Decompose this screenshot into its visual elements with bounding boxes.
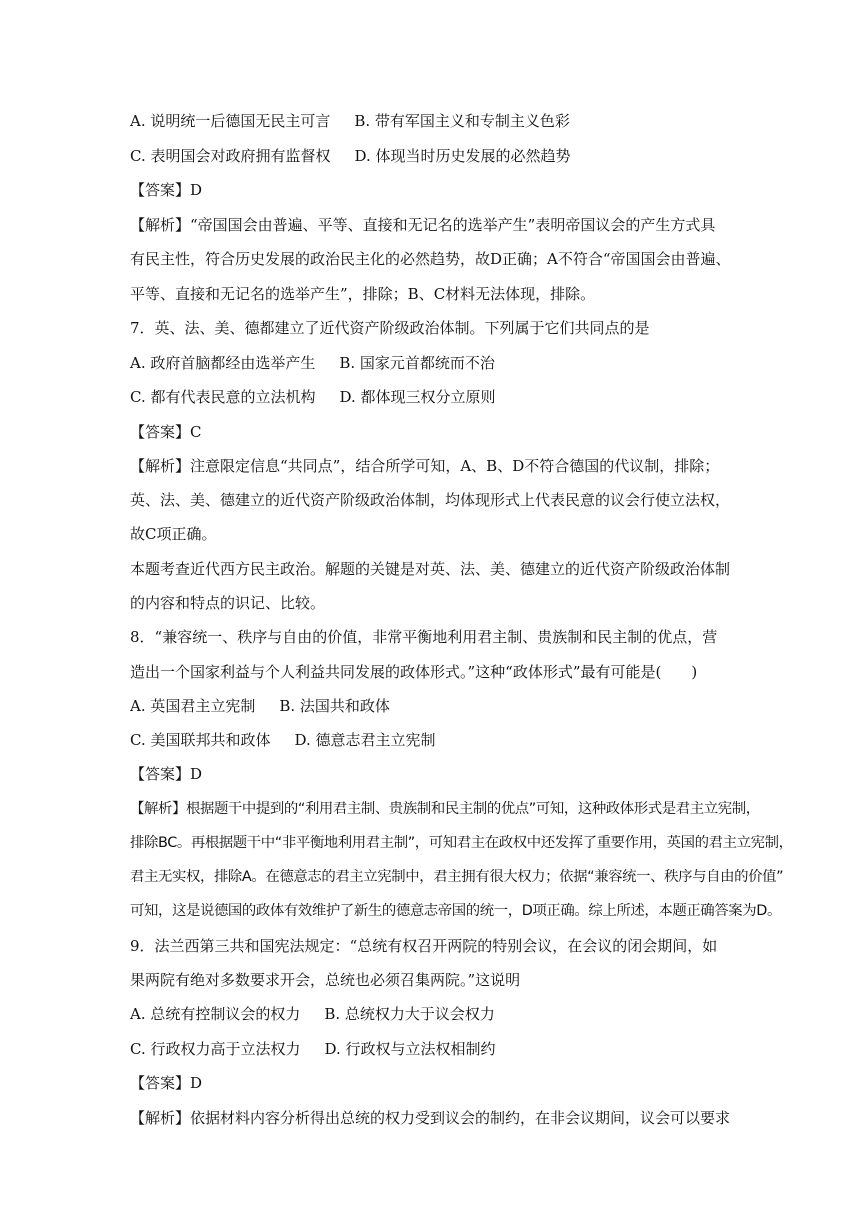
q9-options-row-1 <box>130 1004 495 1024</box>
q8-option-b: B. 法国共和政体 <box>279 697 390 715</box>
q8-options-row-2 <box>130 730 436 750</box>
q9-option-d: D. 行政权与立法权相制约 <box>324 1040 496 1058</box>
q7-option-a: A. 政府首脑都经由选举产生 <box>130 354 316 372</box>
q6-analysis-line-1: 【解析】“帝国国会由普遍、平等、直接和无记名的选举产生”表明帝国议会的产生方式具 <box>130 216 716 234</box>
q8-option-d: D. 德意志君主立宪制 <box>294 731 436 749</box>
q7-options-row-2 <box>130 387 496 407</box>
q7-option-c: C. 都有代表民意的立法机构 <box>130 388 316 406</box>
q7-answer: 【答案】C <box>130 423 202 441</box>
q8-options-row-1 <box>130 696 390 716</box>
q6-analysis-line-2: 有民主性，符合历史发展的政治民主化的必然趋势，故D正确；A不符合“帝国国会由普遍、 <box>130 250 731 268</box>
q8-analysis-line-1: 【解析】根据题干中提到的“利用君主制、贵族制和民主制的优点”可知，这种政体形式是君主立宪制， <box>130 801 760 817</box>
q8-analysis-line-3: 君主无实权，排除A。在德意志的君主立宪制中，君主拥有很大权力；依据“兼容统一、秩序与自由的价值” <box>130 869 784 885</box>
q7-analysis-line-1: 【解析】注意限定信息“共同点”，结合所学可知，A、B、D不符合德国的代议制，排除； <box>130 457 720 475</box>
q9-answer: 【答案】D <box>130 1074 203 1092</box>
q7-stem: 7．英、法、美、德都建立了近代资产阶级政治体制。下列属于它们共同点的是 <box>130 319 650 337</box>
q8-option-a: A. 英国君主立宪制 <box>130 697 256 715</box>
q9-option-b: B. 总统权力大于议会权力 <box>324 1005 495 1023</box>
q7-option-b: B. 国家元首都统而不治 <box>339 354 495 372</box>
q6-options-row-1 <box>130 111 570 131</box>
q6-options-row-2 <box>130 146 571 166</box>
q8-analysis-line-2: 排除BC。再根据题干中“非平衡地利用君主制”，可知君主在政权中还发挥了重要作用，英国的君主立宪制， <box>130 835 793 851</box>
q8-analysis-line-4: 可知，这是说德国的政体有效维护了新生的德意志帝国的统一，D项正确。综上所述，本题正确答案为D。 <box>130 903 781 919</box>
q7-option-d: D. 都体现三权分立原则 <box>339 388 496 406</box>
q8-stem-line-2: 造出一个国家利益与个人利益共同发展的政体形式。”这种“政体形式”最有可能是( ) <box>130 663 698 681</box>
q9-options-row-2 <box>130 1039 496 1059</box>
q6-option-a: A. 说明统一后德国无民主可言 <box>130 112 331 130</box>
q9-option-a: A. 总统有控制议会的权力 <box>130 1005 301 1023</box>
q7-analysis-line-2: 英、法、美、德建立的近代资产阶级政治体制，均体现形式上代表民意的议会行使立法权， <box>130 491 731 509</box>
q6-analysis-line-3: 平等、直接和无记名的选举产生”，排除；B、C材料无法体现，排除。 <box>130 285 596 303</box>
q9-option-c: C. 行政权力高于立法权力 <box>130 1040 301 1058</box>
q8-option-c: C. 美国联邦共和政体 <box>130 731 271 749</box>
q7-analysis-line-5: 的内容和特点的识记、比较。 <box>130 594 326 612</box>
q9-stem-line-2: 果两院有绝对多数要求开会，总统也必须召集两院。”这说明 <box>130 971 521 989</box>
q6-answer: 【答案】D <box>130 181 203 199</box>
q8-answer: 【答案】D <box>130 765 203 783</box>
q9-analysis-line-1: 【解析】依据材料内容分析得出总统的权力受到议会的制约，在非会议期间，议会可以要求 <box>130 1109 731 1127</box>
q6-option-c: C. 表明国会对政府拥有监督权 <box>130 147 331 165</box>
q7-analysis-line-3: 故C项正确。 <box>130 525 217 543</box>
q8-stem-line-1: 8．“兼容统一、秩序与自由的价值，非常平衡地利用君主制、贵族制和民主制的优点，营 <box>130 628 718 646</box>
q9-stem-line-1: 9．法兰西第三共和国宪法规定：“总统有权召开两院的特别会议，在会议的闭会期间，如 <box>130 937 718 955</box>
q6-option-b: B. 带有军国主义和专制主义色彩 <box>354 112 570 130</box>
q7-options-row-1 <box>130 353 495 373</box>
q7-analysis-line-4: 本题考查近代西方民主政治。解题的关键是对英、法、美、德建立的近代资产阶级政治体制 <box>130 560 731 578</box>
q6-option-d: D. 体现当时历史发展的必然趋势 <box>354 147 571 165</box>
